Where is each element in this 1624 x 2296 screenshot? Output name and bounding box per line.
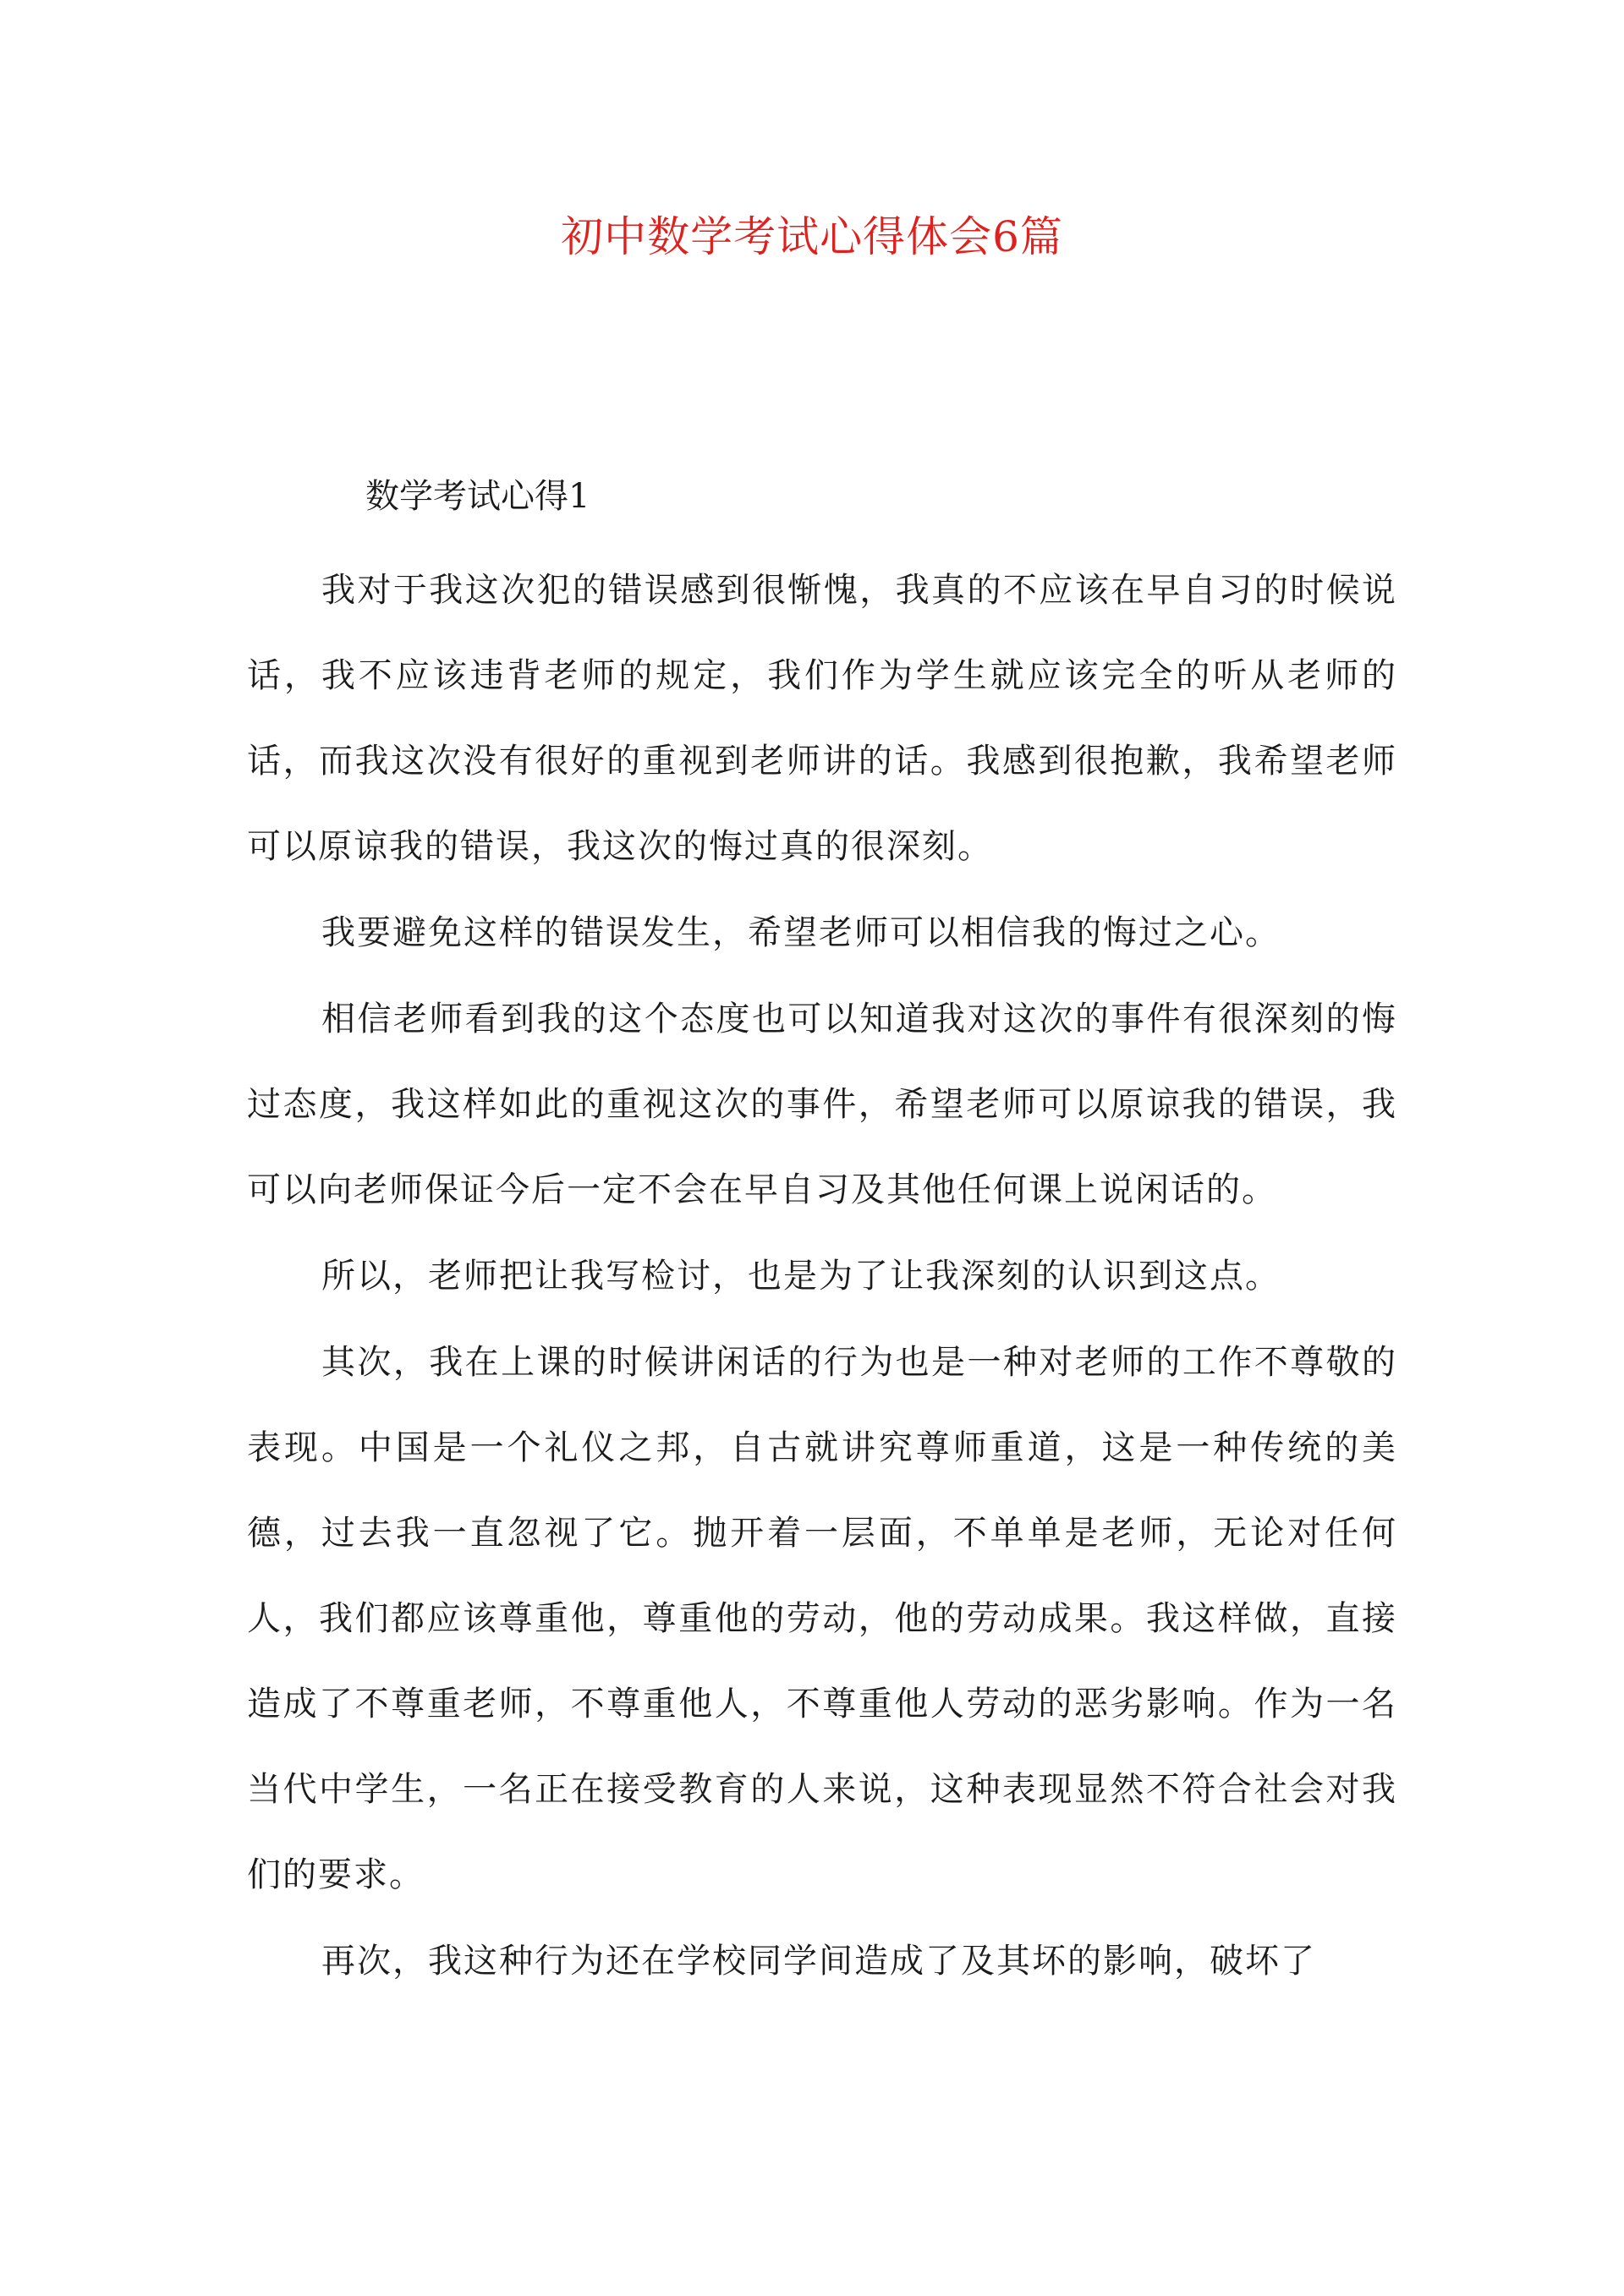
paragraph: 所以，老师把让我写检讨，也是为了让我深刻的认识到这点。 bbox=[321, 1257, 1281, 1296]
paragraph: 我对于我这次犯的错误感到很惭愧，我真的不应该在早自习的时候说话，我不应该违背老师的规定，我们作为学生就应该完全的听从老师的话，而我这次没有很好的重视到老师讲的话。我感到很抱歉，我希望老师可以原谅我的错误，我这次的悔过真的很深刻。 bbox=[247, 571, 1397, 866]
paragraph: 相信老师看到我的这个态度也可以知道我对这次的事件有很深刻的悔过态度，我这样如此的重视这次的事件，希望老师可以原谅我的错误，我可以向老师保证今后一定不会在早自习及其他任何课上说闲话的。 bbox=[247, 1000, 1397, 1209]
document-body bbox=[247, 548, 1397, 2005]
section-heading: 数学考试心得1 bbox=[365, 477, 590, 516]
document-title: 初中数学考试心得体会6篇 bbox=[561, 212, 1063, 261]
paragraph: 再次，我这种行为还在学校同学间造成了及其坏的影响，破坏了 bbox=[321, 1942, 1316, 1981]
paragraph: 其次，我在上课的时候讲闲话的行为也是一种对老师的工作不尊敬的表现。中国是一个礼仪之邦，自古就讲究尊师重道，这是一种传统的美德，过去我一直忽视了它。抛开着一层面，不单单是老师，无论对任何人，我们都应该尊重他，尊重他的劳动，他的劳动成果。我这样做，直接造成了不尊重老师，不尊重他人，不尊重他人劳动的恶劣影响。作为一名当代中学生，一名正在接受教育的人来说，这种表现显然不符合社会对我们的要求。 bbox=[247, 1343, 1397, 1894]
paragraph: 我要避免这样的错误发生，希望老师可以相信我的悔过之心。 bbox=[321, 913, 1281, 952]
